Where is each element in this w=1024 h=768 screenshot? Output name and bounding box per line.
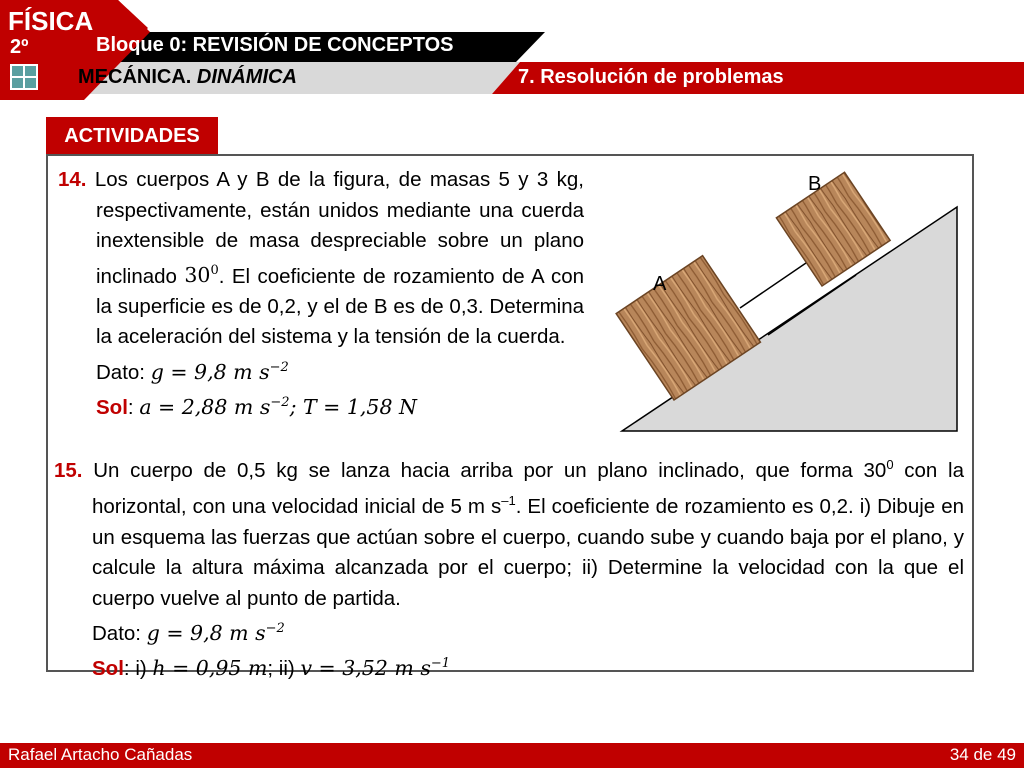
problem-14-statement: 14. Los cuerpos A y B de la figura, de masas 5 y 3 kg, respectivamente, están unidos mediante una cuerda inextensible de masa despreciable sobre un plano inclinado $30^0$. El coeficiente de rozamiento de A con la superficie es de 0,2, y el de B es de 0,3. Determina la aceleración del sistema y la tensión de la cuerda. [58, 168, 584, 349]
author-name: Rafael Artacho Cañadas [8, 745, 193, 764]
grid-icon [10, 64, 38, 90]
activities-tab: ACTIVIDADES [46, 117, 218, 155]
subject-title: FÍSICA [8, 6, 94, 36]
label-b: B [808, 173, 822, 195]
inclined-plane-diagram [600, 160, 970, 440]
block-title: Bloque 0: REVISIÓN DE CONCEPTOS [96, 34, 454, 56]
problem-15 [54, 450, 964, 685]
course-label: 2º [10, 36, 29, 58]
topic-title: 7. Resolución de problemas [518, 66, 784, 88]
section-title: MECÁNICA. DINÁMICA [78, 66, 297, 88]
page-number: 34 de 49 [949, 745, 1016, 764]
problem-14 [58, 165, 584, 423]
label-a: A [653, 273, 667, 295]
problem-15-solution: Sol: i) h = 0,95 m; ii) v = 3,52 m $s^{-1}$ [92, 656, 451, 681]
problem-15-data: Dato: g = 9,8 m $s^{-2}$ [92, 620, 285, 645]
problem-15-statement: 15. Un cuerpo de 0,5 kg se lanza hacia arriba por un plano inclinado, que forma $30^0$ con la horizontal, con una velocidad inicial de 5 m $s^{-1}$. El coeficiente de rozamiento es 0,2. i) Dibuje en un esquema las fuerzas que actúan sobre el cuerpo, cuando sube y cuando baja por el plano, y calcule la altura máxima alcanzada por el cuerpo; ii) Determine la velocidad con la que el cuerpo vuelve al punto de partida. [54, 457, 964, 610]
problem-14-solution: Sol: a = 2,88 m $s^{-2}$; T = 1,58 N [96, 394, 417, 419]
problem-14-data: Dato: g = 9,8 m $s^{-2}$ [96, 359, 289, 384]
